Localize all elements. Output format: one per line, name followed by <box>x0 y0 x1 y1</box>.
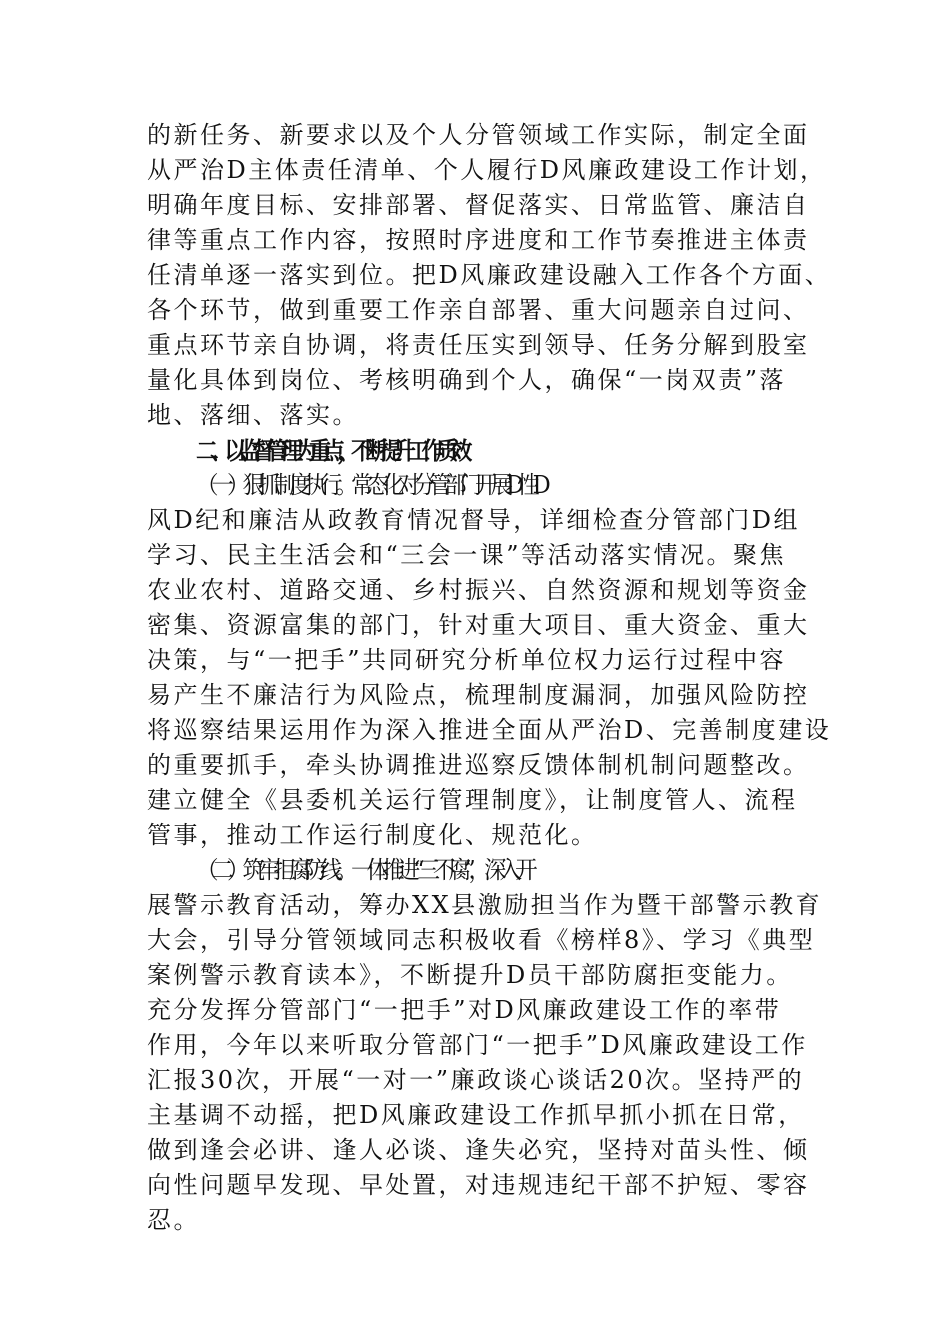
text-line: 大会，引导分管领域同志积极收看《榜样8》、学习《典型 <box>147 926 816 954</box>
text-line: 管事，推动工作运行制度化、规范化。 <box>147 821 598 849</box>
text-line: 任清单逐一落实到位。把D风廉政建设融入工作各个方面、 <box>147 261 832 289</box>
text-line: 量化具体到岗位、考核明确到个人，确保“一岗双责”落 <box>147 366 787 394</box>
text-line: 密集、资源富集的部门，针对重大项目、重大资金、重大 <box>147 611 810 639</box>
text-line: 作用，今年以来听取分管部门“一把手”D风廉政建设工作 <box>147 1031 808 1059</box>
text-line: 做到逢会必讲、逢人必谈、逢失必究，坚持对苗头性、倾 <box>147 1136 810 1164</box>
text-line: 地、落细、落实。 <box>147 401 359 429</box>
text-line: 主基调不动摇，把D风廉政建设工作抓早抓小抓在日常， <box>147 1101 805 1129</box>
text-line: 农业农村、道路交通、乡村振兴、自然资源和规划等资金 <box>147 576 810 604</box>
text-line: 律等重点工作内容，按照时序进度和工作节奏推进主体责 <box>147 226 810 254</box>
text-line: 易产生不廉洁行为风险点，梳理制度漏洞，加强风险防控 <box>147 681 810 709</box>
text-line: 案例警示教育读本》，不断提升D员干部防腐拒变能力。 <box>147 961 793 989</box>
text-line: 重点环节亲自协调，将责任压实到领导、任务分解到股室 <box>147 331 810 359</box>
text-line: 汇报30次，开展“一对一”廉政谈心谈话20次。坚持严的 <box>147 1066 805 1094</box>
text-line: 向性问题早发现、早处置，对违规违纪干部不护短、零容 <box>147 1171 810 1199</box>
section-heading: 二、以监督管理为重点，不断提升工作质效 <box>196 436 464 465</box>
text-line: 的新任务、新要求以及个人分管领域工作实际，制定全面 <box>147 121 810 149</box>
text-line: 充分发挥分管部门“一把手”对D风廉政建设工作的率带 <box>147 996 782 1024</box>
text-line: 从严治D主体责任清单、个人履行D风廉政建设工作计划， <box>147 156 827 184</box>
text-line: 明确年度目标、安排部署、督促落实、日常监管、廉洁自 <box>147 191 810 219</box>
text-line: 风D纪和廉洁从政教育情况督导，详细检查分管部门D组 <box>147 506 800 534</box>
paragraph-lead-line: （一）狠抓制度执行。常态化对分管部门开展D性D <box>196 471 544 499</box>
text-line: 的重要抓手，牵头协调推进巡察反馈体制机制问题整改。 <box>147 751 810 779</box>
text-line: 展警示教育活动，筹办XX县激励担当作为暨干部警示教育 <box>147 891 823 919</box>
text-line: 建立健全《县委机关运行管理制度》，让制度管人、流程 <box>147 786 798 814</box>
paragraph-lead-line: （二）筑牢拒腐防线。一体推进“三不腐”，深入开 <box>196 856 531 884</box>
text-line: 将巡察结果运用作为深入推进全面从严治D、完善制度建设 <box>147 716 832 744</box>
text-line: 学习、民主生活会和“三会一课”等活动落实情况。聚焦 <box>147 541 787 569</box>
text-line: 忍。 <box>147 1206 200 1234</box>
text-line: 各个环节，做到重要工作亲自部署、重大问题亲自过问、 <box>147 296 810 324</box>
text-line: 决策，与“一把手”共同研究分析单位权力运行过程中容 <box>147 646 787 674</box>
